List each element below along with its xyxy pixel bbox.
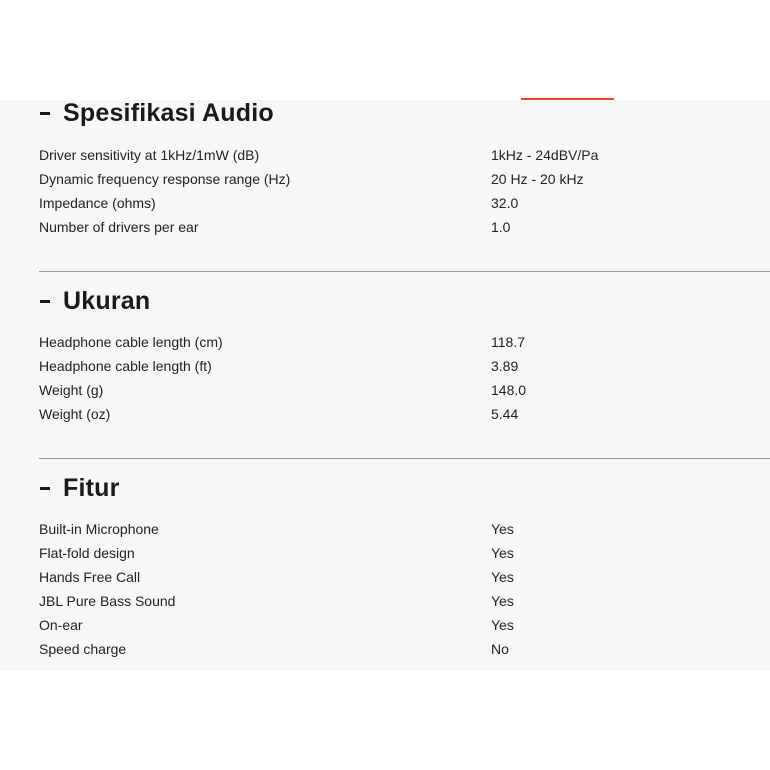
spec-row: [39, 167, 770, 191]
spec-row: [39, 354, 770, 378]
spec-label: Weight (oz): [39, 406, 111, 422]
spec-value: 1.0: [491, 219, 511, 235]
spec-label: JBL Pure Bass Sound: [39, 593, 176, 609]
spec-label: Hands Free Call: [39, 569, 141, 585]
spec-value: Yes: [491, 521, 514, 537]
spec-label: Impedance (ohms): [39, 195, 156, 211]
spec-value: No: [491, 641, 509, 657]
spec-label: Speed charge: [39, 641, 127, 657]
spec-value: Yes: [491, 617, 514, 633]
spec-value: 148.0: [491, 382, 527, 398]
spec-value: Yes: [491, 545, 514, 561]
section-title: Ukuran: [63, 286, 151, 315]
spec-row: [39, 402, 770, 426]
spec-row: [39, 613, 770, 637]
spec-row: [39, 330, 770, 354]
minus-icon[interactable]: [39, 474, 51, 502]
spec-value: 118.7: [491, 334, 525, 350]
section-title: Fitur: [63, 473, 120, 502]
spec-value: 32.0: [491, 195, 519, 211]
section-title: Spesifikasi Audio: [63, 100, 274, 127]
spec-label: Weight (g): [39, 382, 104, 398]
spec-label: Flat-fold design: [39, 545, 135, 561]
minus-icon[interactable]: [39, 287, 51, 315]
page-header-area: [0, 0, 770, 100]
spec-value: 5.44: [491, 406, 519, 422]
spec-label: Headphone cable length (ft): [39, 358, 212, 374]
spec-label: On-ear: [39, 617, 83, 633]
spec-row: [39, 191, 770, 215]
page-footer-area: [0, 671, 770, 770]
spec-row: [39, 589, 770, 613]
spec-value: 20 Hz - 20 kHz: [491, 171, 584, 187]
section-divider: [39, 458, 770, 459]
spec-label: Driver sensitivity at 1kHz/1mW (dB): [39, 147, 260, 163]
spec-label: Built-in Microphone: [39, 521, 159, 537]
spec-row: [39, 565, 770, 589]
spec-value: 1kHz - 24dBV/Pa: [491, 147, 599, 163]
section-header-dimensions[interactable]: [39, 285, 150, 317]
section-header-features[interactable]: [39, 472, 120, 504]
spec-row: [39, 143, 770, 167]
section-divider: [39, 271, 770, 272]
spec-value: Yes: [491, 593, 514, 609]
minus-icon[interactable]: [39, 100, 51, 127]
spec-row: [39, 637, 770, 661]
spec-row: [39, 517, 770, 541]
spec-label: Headphone cable length (cm): [39, 334, 223, 350]
spec-row: [39, 215, 770, 239]
section-header-audio-specs[interactable]: [39, 100, 274, 129]
spec-label: Number of drivers per ear: [39, 219, 199, 235]
spec-row: [39, 378, 770, 402]
spec-value: 3.89: [491, 358, 519, 374]
spec-value: Yes: [491, 569, 514, 585]
specifications-panel: [0, 100, 770, 671]
spec-label: Dynamic frequency response range (Hz): [39, 171, 291, 187]
spec-row: [39, 541, 770, 565]
